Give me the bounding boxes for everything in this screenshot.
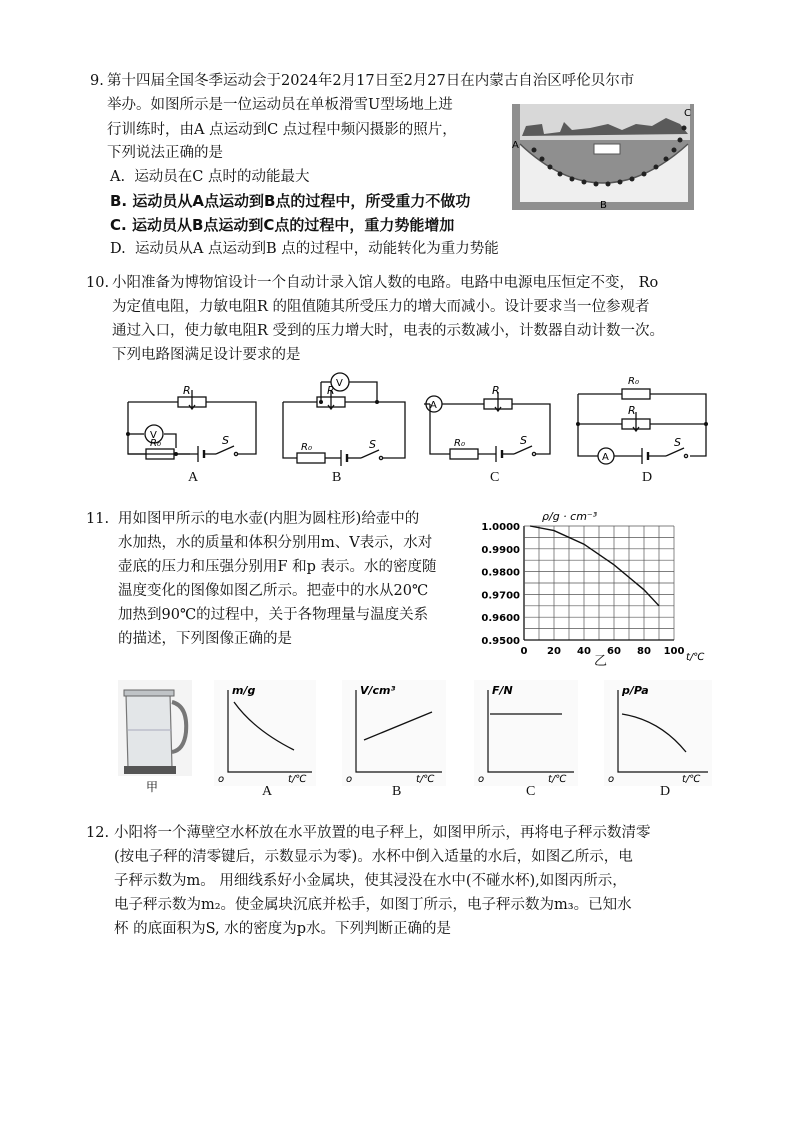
- chart-xlabel: t/℃: [686, 652, 705, 663]
- x-tick-label: 0: [520, 646, 528, 657]
- y-tick-label: 0.9900: [481, 544, 520, 556]
- q9-line-4: 下列说法正确的是: [107, 145, 223, 161]
- circuit-c-s-label: S: [520, 434, 527, 447]
- graph-a-origin: o: [218, 774, 225, 785]
- y-tick-label: 0.9500: [481, 636, 520, 647]
- q10-line-4: 下列电路图满足设计要求的是: [112, 347, 301, 363]
- graph-d-ylabel: p/Pa: [622, 684, 649, 697]
- q10-line-3: 通过入口，使力敏电阻R 受到的压力增大时，电表的示数减小，计数器自动计数一次。: [112, 323, 665, 339]
- circuit-d-ammeter-label: A: [602, 452, 609, 463]
- graph-b-xlabel: t/℃: [416, 774, 435, 785]
- circuit-b-r-label: R: [327, 384, 335, 397]
- x-tick-label: 20: [547, 646, 561, 657]
- q9-option-c: C. 运动员从B点运动到C点的过程中，重力势能增加: [110, 216, 455, 234]
- circuit-b-r0-label: R₀: [301, 442, 312, 453]
- graph-c-xlabel: t/℃: [548, 774, 567, 785]
- density-curve: [530, 526, 659, 606]
- y-tick-label: 0.9600: [481, 613, 520, 625]
- photo-label-a: A: [512, 140, 519, 151]
- photo-label-c: C: [684, 108, 691, 119]
- q12-number: 12.: [86, 825, 110, 841]
- q11-line-5: 加热到90℃的过程中，关于各物理量与温度关系: [118, 607, 429, 623]
- q11-line-3: 壶底的压力和压强分别用F 和p 表示。水的密度随: [118, 559, 437, 575]
- electric-kettle-illustration: [118, 680, 192, 776]
- x-tick-label: 100: [663, 646, 685, 657]
- circuit-c: [424, 382, 560, 472]
- q11-line-4: 温度变化的图像如图乙所示。把壶中的水从20℃: [118, 583, 429, 599]
- circuit-d: [572, 372, 712, 472]
- q9-line-1: 第十四届全国冬季运动会于2024年2月17日至2月27日在内蒙古自治区呼伦贝尔市: [107, 73, 635, 89]
- circuit-c-ammeter-label: A: [430, 400, 437, 411]
- circuit-b-s-label: S: [369, 438, 376, 451]
- photo-label-b: B: [600, 200, 607, 210]
- x-tick-label: 80: [637, 646, 651, 657]
- graph-c-ylabel: F/N: [492, 684, 513, 697]
- q9-option-a: A. 运动员在C 点时的动能最大: [110, 169, 310, 185]
- x-tick-label: 40: [577, 646, 591, 657]
- graph-b-option-label: B: [392, 784, 402, 799]
- circuit-c-r-label: R: [492, 384, 500, 397]
- circuit-a: [120, 382, 270, 472]
- q12-line-5: 杯 的底面积为S, 水的密度为p水。下列判断正确的是: [114, 921, 452, 937]
- graph-a-xlabel: t/℃: [288, 774, 307, 785]
- graph-c-origin: o: [478, 774, 485, 785]
- circuit-d-r-label: R: [628, 404, 636, 417]
- graph-c-option-label: C: [526, 784, 536, 799]
- figure-label-yi: 乙: [594, 653, 608, 668]
- graph-c-force-temperature: [474, 680, 578, 786]
- graph-a-ylabel: m/g: [232, 684, 256, 697]
- graph-d-origin: o: [608, 774, 615, 785]
- circuit-d-r0-label: R₀: [628, 376, 639, 387]
- circuit-c-r0-label: R₀: [454, 438, 465, 449]
- q9-option-d: D. 运动员从A 点运动到B 点的过程中，动能转化为重力势能: [110, 241, 499, 257]
- q12-line-1: 小阳将一个薄壁空水杯放在水平放置的电子秤上，如图甲所示，再将电子秤示数清零: [114, 825, 651, 841]
- q11-line-6: 的描述，下列图像正确的是: [118, 631, 292, 647]
- q12-line-2: (按电子秤的清零键后，示数显示为零)。水杯中倒入适量的水后，如图乙所示，电: [114, 849, 633, 865]
- graph-b-ylabel: V/cm³: [360, 684, 396, 697]
- q10-line-1: 小阳准备为博物馆设计一个自动计录入馆人数的电路。电路中电源电压恒定不变， Ro: [112, 275, 659, 291]
- circuit-a-voltmeter-label: V: [150, 430, 157, 441]
- graph-b-volume-temperature: [342, 680, 446, 786]
- circuit-c-option-label: C: [490, 470, 500, 485]
- q11-line-1: 用如图甲所示的电水壶(内胆为圆柱形)给壶中的: [118, 511, 420, 527]
- circuit-d-option-label: D: [642, 470, 653, 485]
- q9-line-2: 举办。如图所示是一位运动员在单板滑雪U型场地上进: [107, 97, 453, 113]
- q11-line-2: 水加热，水的质量和体积分别用m、V表示，水对: [118, 535, 433, 551]
- q9-line-3: 行训练时，由A 点运动到C 点过程中频闪摄影的照片，: [107, 122, 457, 138]
- y-tick-label: 0.9700: [481, 590, 520, 602]
- graph-d-pressure-temperature: [604, 680, 712, 786]
- chart-grid: [524, 526, 674, 640]
- graph-a-mass-temperature: [214, 680, 316, 786]
- x-tick-label: 60: [607, 646, 621, 657]
- circuit-a-option-label: A: [188, 470, 199, 485]
- chart-ticks: [481, 522, 684, 657]
- q9-number: 9.: [90, 73, 104, 89]
- q12-line-3: 子秤示数为m。 用细线系好小金属块，使其浸没在水中(不碰水杯),如图丙所示，: [114, 873, 627, 889]
- circuit-b-voltmeter-label: V: [336, 378, 343, 389]
- q10-line-2: 为定值电阻，力敏电阻R 的阻值随其所受压力的增大而减小。设计要求当一位参观者: [112, 299, 650, 315]
- circuit-a-r0-label: R₀: [150, 438, 161, 449]
- circuit-d-s-label: S: [674, 436, 681, 449]
- q9-option-b: B. 运动员从A点运动到B点的过程中，所受重力不做功: [110, 192, 471, 210]
- density-chart: [478, 506, 716, 670]
- figure-label-jia: 甲: [146, 780, 159, 794]
- circuit-b-option-label: B: [332, 470, 342, 485]
- q11-number: 11.: [86, 511, 110, 527]
- graph-b-origin: o: [346, 774, 353, 785]
- circuit-a-r-label: R: [183, 384, 191, 397]
- snowboard-halfpipe-photo: [512, 104, 694, 210]
- y-tick-label: 1.0000: [481, 522, 520, 533]
- graph-d-xlabel: t/℃: [682, 774, 701, 785]
- circuit-a-s-label: S: [222, 434, 229, 447]
- chart-ylabel: ρ/g · cm⁻³: [542, 510, 598, 523]
- y-tick-label: 0.9800: [481, 567, 520, 579]
- circuit-b: [275, 370, 415, 468]
- q10-number: 10.: [86, 275, 110, 291]
- q12-line-4: 电子秤示数为m₂。使金属块沉底并松手，如图丁所示，电子秤示数为m₃。已知水: [114, 897, 632, 913]
- graph-a-option-label: A: [262, 784, 273, 799]
- graph-d-option-label: D: [660, 784, 671, 799]
